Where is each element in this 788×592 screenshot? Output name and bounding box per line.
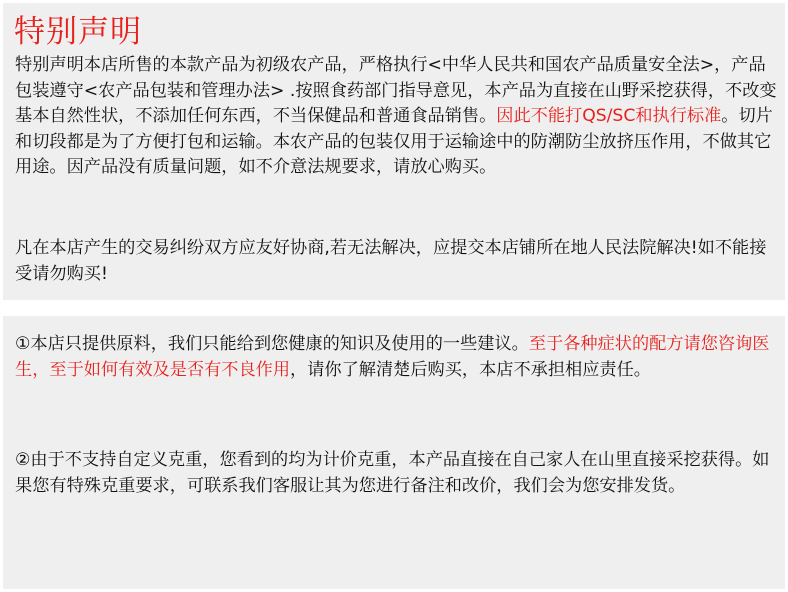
notice-1-text-1: ①本店只提供原料，我们只能给到您健康的知识及使用的一些建议。 <box>15 334 529 354</box>
statement-highlight-qs-sc: 因此不能打QS/SC和执行标准 <box>496 106 722 126</box>
statement-text-1: 特别声明本店所售的本款产品为初级农产品，严格执行<中华人民共和国农产品质量安全法>，产品包装遵守<农产品包装和管理办法> .按照食药部门指导意见，本产品为直接在山野采挖获得，不改变基本自然性状，不添加任何东西，不当保健品和普通食品销售。 <box>15 55 777 126</box>
page-title: 特别声明 <box>14 14 142 50</box>
notice-item-2: ②由于不支持自定义克重，您看到的均为计价克重，本产品直接在自己家人在山里直接采挖获得。如果您有特殊克重要求，可联系我们客服让其为您进行备注和改价，我们会为您安排发货。 <box>15 450 770 496</box>
notice-panel <box>3 316 785 589</box>
statement-text-2: 。切片和切段都是为了方便打包和运输。本农产品的包装仅用于运输途中的防潮防尘放挤压作用，不做其它用途。因产品没有质量问题，如不介意法规要求，请放心购买。 <box>15 106 773 177</box>
statement-paragraph-1 <box>15 53 777 181</box>
statement-paragraph-2: 凡在本店产生的交易纠纷双方应友好协商,若无法解决，应提交本店铺所在地人民法院解决!如不能接受请勿购买! <box>15 238 767 284</box>
notice-item-1 <box>15 332 779 383</box>
statement-panel <box>3 3 785 300</box>
notice-1-text-2: ，请你了解清楚后购买，本店不承担相应责任。 <box>290 359 651 380</box>
notice-1-highlight: 至于各种症状的配方请您咨询医生，至于如何有效及是否有不良作用 <box>15 334 770 380</box>
